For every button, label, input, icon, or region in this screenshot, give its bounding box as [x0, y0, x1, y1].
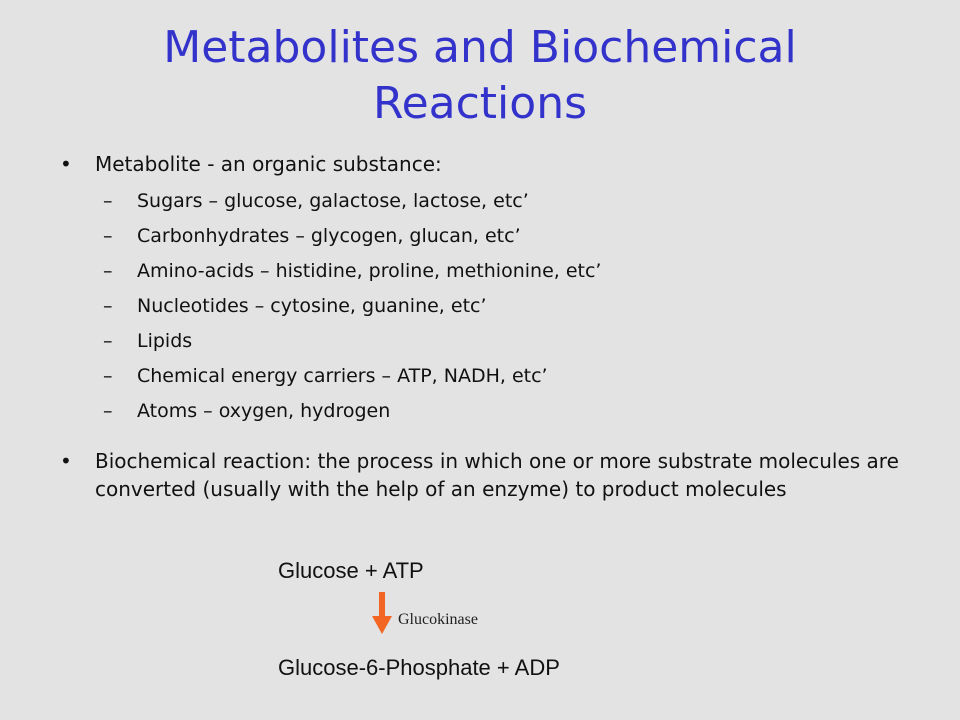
sub-item-text: Chemical energy carriers – ATP, NADH, etc’	[137, 365, 548, 387]
dash: –	[103, 330, 113, 352]
dash: –	[103, 225, 113, 247]
bullet-biochemical-reaction	[60, 447, 920, 503]
reaction-arrow-icon	[370, 592, 394, 636]
dash: –	[103, 260, 113, 282]
sub-item-amino-acids	[95, 254, 920, 289]
bullet-metabolite	[60, 150, 920, 429]
sub-item-text: Sugars – glucose, galactose, lactose, etc’	[137, 190, 529, 212]
sub-item-text: Amino-acids – histidine, proline, methionine, etc’	[137, 260, 602, 282]
bullet-dot: •	[60, 449, 72, 473]
sub-item-nucleotides	[95, 289, 920, 324]
sub-item-text: Carbonhydrates – glycogen, glucan, etc’	[137, 225, 521, 247]
slide-title	[0, 20, 960, 132]
dash: –	[103, 365, 113, 387]
title-line-2: Reactions	[372, 78, 588, 129]
bullet-text: Metabolite - an organic substance:	[95, 152, 442, 176]
bullet-dot: •	[60, 152, 72, 176]
reaction-substrates: Glucose + ATP	[278, 558, 424, 583]
bullet-list	[60, 150, 920, 503]
dash: –	[103, 295, 113, 317]
sub-item-text: Nucleotides – cytosine, guanine, etc’	[137, 295, 487, 317]
sub-item-carbonhydrates	[95, 219, 920, 254]
reaction-enzyme: Glucokinase	[398, 611, 478, 628]
sub-item-atoms	[95, 394, 920, 429]
sub-item-energy-carriers	[95, 359, 920, 394]
sub-item-text: Lipids	[137, 330, 193, 352]
sub-item-sugars	[95, 184, 920, 219]
sub-item-lipids	[95, 324, 920, 359]
dash: –	[103, 400, 113, 422]
title-line-1: Metabolites and Biochemical	[163, 22, 797, 73]
arrow-shaft	[379, 592, 385, 618]
reaction-products: Glucose-6-Phosphate + ADP	[278, 655, 560, 680]
arrow-head	[372, 616, 392, 634]
sub-item-text: Atoms – oxygen, hydrogen	[137, 400, 391, 422]
bullet-text: Biochemical reaction: the process in which one or more substrate molecules are converted (usually with the help of an enzyme) to product molecules	[95, 449, 899, 501]
metabolite-sublist	[95, 184, 920, 429]
dash: –	[103, 190, 113, 212]
